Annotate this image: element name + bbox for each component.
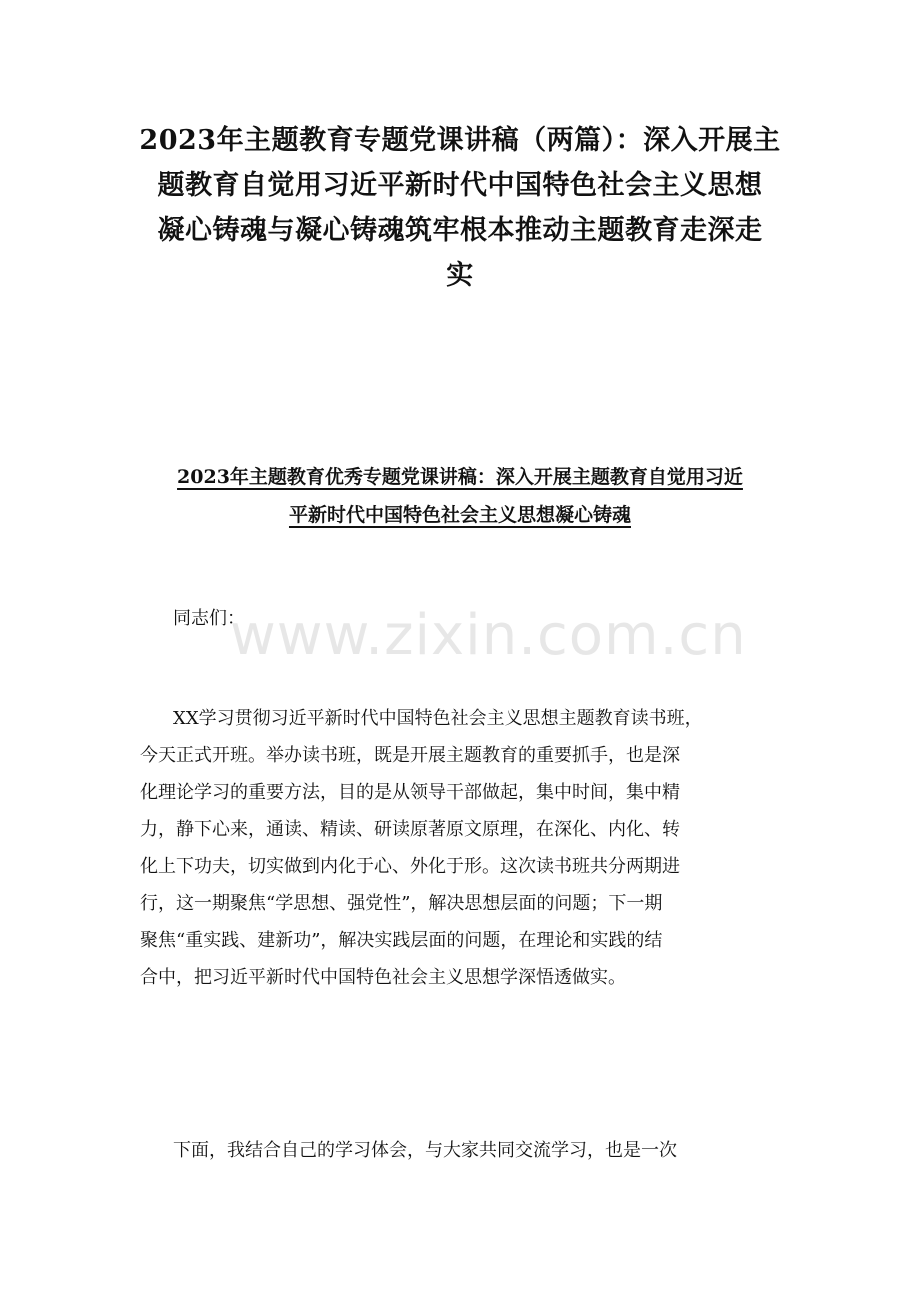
greeting: 同志们： [173,608,245,629]
watermark: www.zixin.com.cn [230,603,747,668]
paragraph-line: XX学习贯彻习近平新时代中国特色社会主义思想主题教育读书班， [173,708,703,729]
paragraph-line: 力，静下心来，通读、精读、研读原著原文原理，在深化、内化、转 [140,819,680,840]
title-line: 题教育自觉用习近平新时代中国特色社会主义思想 [157,170,763,201]
section-title-line-wrap [130,458,790,496]
paragraph-line: 化上下功夫，切实做到内化于心、外化于形。这次读书班共分两期进 [140,856,680,877]
paragraph-line: 今天正式开班。举办读书班，既是开展主题教育的重要抓手，也是深 [140,745,680,766]
section-title [130,458,790,534]
paragraph-line: 聚焦“重实践、建新功”，解决实践层面的问题，在理论和实践的结 [140,930,663,951]
section-title-line: 平新时代中国特色社会主义思想凝心铸魂 [288,504,631,526]
paragraph-line: 化理论学习的重要方法，目的是从领导干部做起，集中时间，集中精 [140,782,680,803]
title-line: 实 [446,260,474,291]
title-line: 凝心铸魂与凝心铸魂筑牢根本推动主题教育走深走 [157,215,763,246]
paragraph-1 [140,700,790,996]
paragraph-line: 下面，我结合自己的学习体会，与大家共同交流学习，也是一次 [173,1140,677,1161]
section-title-line-wrap [130,496,790,534]
title-line: 2023年主题教育专题党课讲稿（两篇）：深入开展主 [139,125,781,156]
section-title-line: 2023年主题教育优秀专题党课讲稿：深入开展主题教育自觉用习近 [177,466,743,488]
document-title [130,118,790,298]
paragraph-2 [140,1132,790,1169]
paragraph-line: 行，这一期聚焦“学思想、强党性”，解决思想层面的问题；下一期 [140,893,663,914]
paragraph-line: 合中，把习近平新时代中国特色社会主义思想学深悟透做实。 [140,967,626,988]
